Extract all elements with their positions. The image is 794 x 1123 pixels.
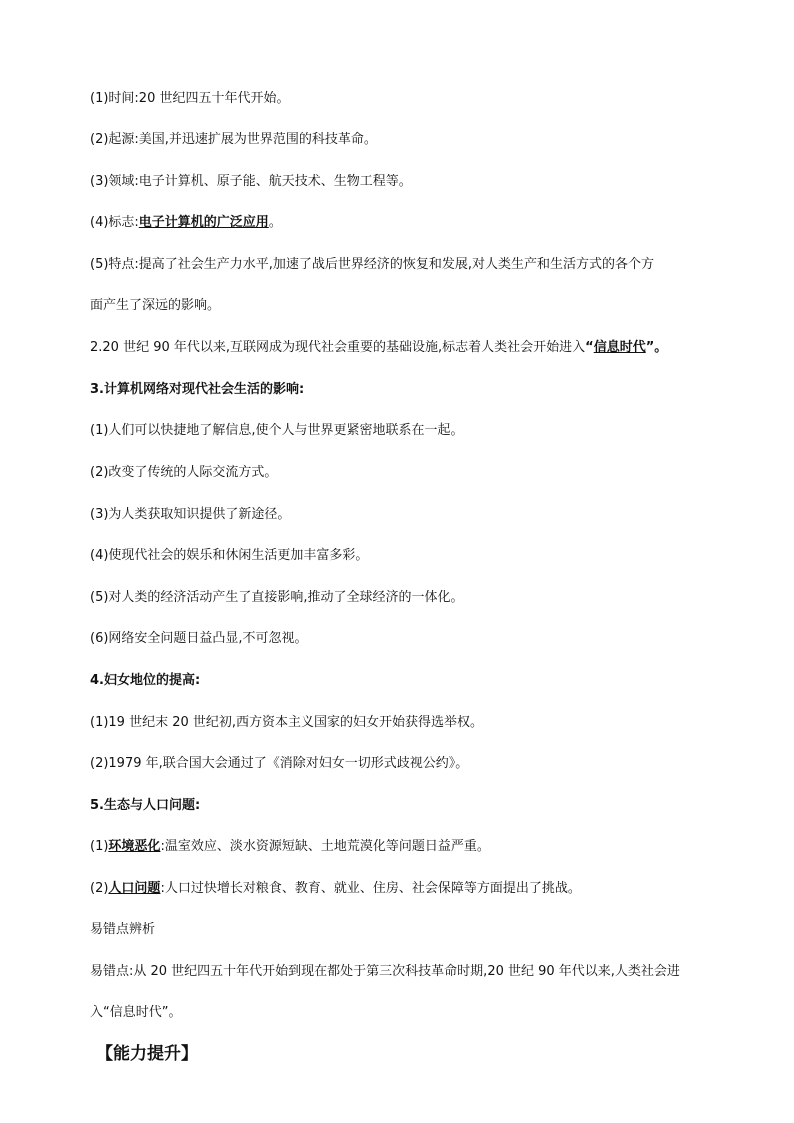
ecology-item-2-suffix: :人口过快增长对粮食、教育、就业、住房、社会保障等方面提出了挑战。 (160, 881, 581, 896)
point-internet (90, 339, 667, 357)
heading-network-impact: 3.计算机网络对现代社会生活的影响: (90, 382, 305, 397)
ecology-item-1 (90, 838, 490, 856)
error-prone-text-line1: 易错点:从 20 世纪四五十年代开始到现在都处于第三次科技革命时期,20 世纪 90 年代以来,人类社会进 (90, 964, 680, 979)
section-title-ability: 【能力提升】 (96, 1044, 198, 1064)
item-symbol-suffix: 。 (268, 215, 282, 230)
ecology-item-2-emphasis: 人口问题 (108, 881, 161, 896)
item-symbol-prefix: (4)标志: (90, 215, 139, 230)
ecology-item-1-suffix: :温室效应、淡水资源短缺、土地荒漠化等问题日益严重。 (160, 839, 490, 854)
heading-ecology-population: 5.生态与人口问题: (90, 798, 201, 813)
impact-item-2: (2)改变了传统的人际交流方式。 (90, 465, 278, 480)
item-symbol (90, 214, 282, 232)
point-internet-quote-close: ”。 (645, 340, 668, 355)
ecology-item-1-emphasis: 环境恶化 (108, 839, 161, 854)
women-item-2: (2)1979 年,联合国大会通过了《消除对妇女一切形式歧视公约》。 (90, 756, 469, 771)
impact-item-1: (1)人们可以快捷地了解信息,使个人与世界更紧密地联系在一起。 (90, 423, 464, 438)
error-prone-text-line2: 入“信息时代”。 (90, 1005, 182, 1020)
heading-women-status: 4.妇女地位的提高: (90, 673, 201, 688)
ecology-item-1-prefix: (1) (90, 839, 109, 854)
impact-item-3: (3)为人类获取知识提供了新途径。 (90, 507, 291, 522)
point-internet-prefix: 2.20 世纪 90 年代以来,互联网成为现代社会重要的基础设施,标志着人类社会开始进入 (90, 340, 586, 355)
item-fields: (3)领域:电子计算机、原子能、航天技术、生物工程等。 (90, 174, 412, 189)
impact-item-5: (5)对人类的经济活动产生了直接影响,推动了全球经济的一体化。 (90, 590, 464, 605)
women-item-1: (1)19 世纪末 20 世纪初,西方资本主义国家的妇女开始获得选举权。 (90, 715, 484, 730)
impact-item-4: (4)使现代社会的娱乐和休闲生活更加丰富多彩。 (90, 548, 369, 563)
item-features-line2: 面产生了深远的影响。 (90, 298, 221, 313)
item-time: (1)时间:20 世纪四五十年代开始。 (90, 91, 290, 106)
error-prone-heading: 易错点辨析 (90, 922, 156, 937)
impact-item-6: (6)网络安全问题日益凸显,不可忽视。 (90, 631, 308, 646)
ecology-item-2 (90, 880, 581, 898)
point-internet-quote-open: “ (585, 340, 594, 355)
point-internet-emphasis: 信息时代 (593, 340, 646, 355)
item-features-line1: (5)特点:提高了社会生产力水平,加速了战后世界经济的恢复和发展,对人类生产和生活方式的各个方 (90, 257, 655, 272)
item-origin: (2)起源:美国,并迅速扩展为世界范围的科技革命。 (90, 132, 377, 147)
ecology-item-2-prefix: (2) (90, 881, 109, 896)
item-symbol-emphasis: 电子计算机的广泛应用 (138, 215, 269, 230)
